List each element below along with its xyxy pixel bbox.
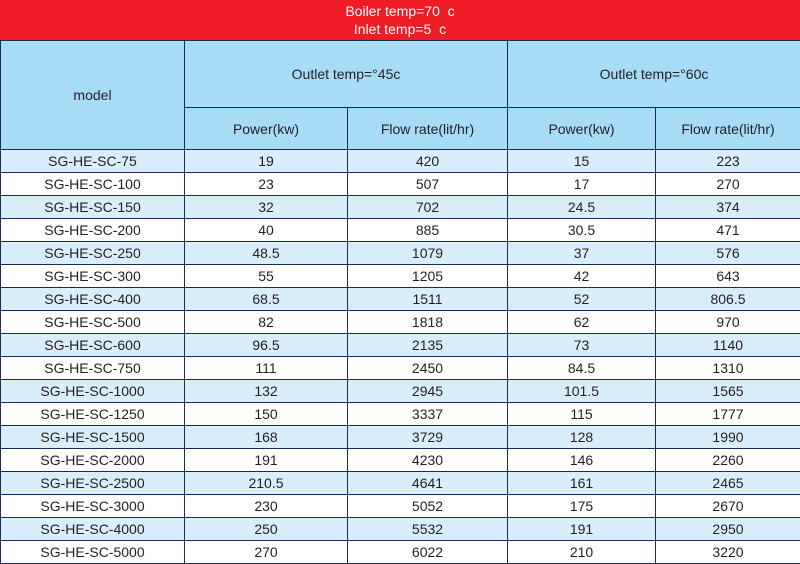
- cell-power-45: 96.5: [185, 334, 348, 357]
- table-row: [1, 242, 800, 265]
- cell-power-60: 161: [508, 472, 656, 495]
- cell-flow-60: 2950: [656, 518, 800, 541]
- table-row: [1, 196, 800, 219]
- cell-power-45: 48.5: [185, 242, 348, 265]
- cell-power-60: 115: [508, 403, 656, 426]
- cell-model: SG-HE-SC-600: [1, 334, 185, 357]
- cell-flow-45: 5052: [348, 495, 508, 518]
- cell-power-45: 32: [185, 196, 348, 219]
- cell-power-60: 84.5: [508, 357, 656, 380]
- table-row: [1, 265, 800, 288]
- cell-flow-45: 885: [348, 219, 508, 242]
- boiler-temp-label: Boiler temp=70 c: [0, 2, 800, 20]
- table-row: [1, 472, 800, 495]
- table-row: [1, 173, 800, 196]
- cell-flow-45: 4230: [348, 449, 508, 472]
- cell-flow-45: 1818: [348, 311, 508, 334]
- cell-power-45: 111: [185, 357, 348, 380]
- cell-power-45: 230: [185, 495, 348, 518]
- cell-model: SG-HE-SC-1500: [1, 426, 185, 449]
- cell-model: SG-HE-SC-2000: [1, 449, 185, 472]
- column-header-power-45: Power(kw): [185, 108, 348, 150]
- table-row: [1, 495, 800, 518]
- cell-power-60: 42: [508, 265, 656, 288]
- cell-power-45: 40: [185, 219, 348, 242]
- cell-flow-45: 3337: [348, 403, 508, 426]
- cell-power-60: 24.5: [508, 196, 656, 219]
- cell-flow-45: 1079: [348, 242, 508, 265]
- cell-power-60: 210: [508, 541, 656, 564]
- column-header-power-60: Power(kw): [508, 108, 656, 150]
- column-header-flow-45: Flow rate(lit/hr): [348, 108, 508, 150]
- cell-model: SG-HE-SC-400: [1, 288, 185, 311]
- cell-model: SG-HE-SC-75: [1, 150, 185, 173]
- table-row: [1, 449, 800, 472]
- cell-flow-45: 5532: [348, 518, 508, 541]
- cell-model: SG-HE-SC-4000: [1, 518, 185, 541]
- cell-flow-45: 2945: [348, 380, 508, 403]
- cell-power-60: 30.5: [508, 219, 656, 242]
- cell-flow-60: 1140: [656, 334, 800, 357]
- cell-power-45: 82: [185, 311, 348, 334]
- cell-flow-60: 374: [656, 196, 800, 219]
- conditions-banner: [0, 0, 800, 40]
- table-row: [1, 288, 800, 311]
- cell-power-60: 37: [508, 242, 656, 265]
- cell-flow-45: 4641: [348, 472, 508, 495]
- cell-model: SG-HE-SC-1250: [1, 403, 185, 426]
- cell-power-60: 128: [508, 426, 656, 449]
- cell-flow-60: 1777: [656, 403, 800, 426]
- cell-flow-60: 1310: [656, 357, 800, 380]
- cell-model: SG-HE-SC-150: [1, 196, 185, 219]
- table-row: [1, 426, 800, 449]
- cell-power-60: 101.5: [508, 380, 656, 403]
- cell-model: SG-HE-SC-100: [1, 173, 185, 196]
- cell-model: SG-HE-SC-300: [1, 265, 185, 288]
- cell-flow-60: 2260: [656, 449, 800, 472]
- table-header-row-groups: [1, 41, 800, 108]
- table-row: [1, 541, 800, 564]
- column-group-outlet-45: Outlet temp=°45c: [185, 41, 508, 108]
- cell-flow-45: 6022: [348, 541, 508, 564]
- cell-power-45: 250: [185, 518, 348, 541]
- cell-power-60: 52: [508, 288, 656, 311]
- cell-model: SG-HE-SC-5000: [1, 541, 185, 564]
- column-header-flow-60: Flow rate(lit/hr): [656, 108, 800, 150]
- table-row: [1, 219, 800, 242]
- cell-flow-60: 1565: [656, 380, 800, 403]
- table-row: [1, 311, 800, 334]
- cell-power-45: 191: [185, 449, 348, 472]
- cell-power-45: 150: [185, 403, 348, 426]
- cell-flow-45: 1205: [348, 265, 508, 288]
- cell-power-45: 270: [185, 541, 348, 564]
- cell-power-45: 23: [185, 173, 348, 196]
- table-row: [1, 357, 800, 380]
- cell-model: SG-HE-SC-2500: [1, 472, 185, 495]
- cell-model: SG-HE-SC-1000: [1, 380, 185, 403]
- cell-flow-45: 1511: [348, 288, 508, 311]
- performance-table: [0, 40, 800, 564]
- cell-flow-60: 806.5: [656, 288, 800, 311]
- cell-power-60: 175: [508, 495, 656, 518]
- cell-model: SG-HE-SC-200: [1, 219, 185, 242]
- cell-power-60: 17: [508, 173, 656, 196]
- table-row: [1, 380, 800, 403]
- cell-power-45: 55: [185, 265, 348, 288]
- cell-flow-45: 2450: [348, 357, 508, 380]
- cell-power-60: 191: [508, 518, 656, 541]
- cell-flow-60: 1990: [656, 426, 800, 449]
- table-row: [1, 403, 800, 426]
- cell-flow-45: 2135: [348, 334, 508, 357]
- cell-power-45: 132: [185, 380, 348, 403]
- cell-model: SG-HE-SC-3000: [1, 495, 185, 518]
- cell-power-45: 168: [185, 426, 348, 449]
- cell-flow-60: 3220: [656, 541, 800, 564]
- cell-model: SG-HE-SC-500: [1, 311, 185, 334]
- cell-flow-45: 3729: [348, 426, 508, 449]
- cell-flow-60: 643: [656, 265, 800, 288]
- cell-flow-45: 507: [348, 173, 508, 196]
- cell-flow-60: 2670: [656, 495, 800, 518]
- cell-power-45: 68.5: [185, 288, 348, 311]
- cell-flow-60: 970: [656, 311, 800, 334]
- cell-flow-60: 223: [656, 150, 800, 173]
- table-row: [1, 518, 800, 541]
- cell-flow-60: 576: [656, 242, 800, 265]
- cell-power-60: 73: [508, 334, 656, 357]
- cell-power-60: 146: [508, 449, 656, 472]
- cell-flow-60: 471: [656, 219, 800, 242]
- cell-power-45: 210.5: [185, 472, 348, 495]
- cell-model: SG-HE-SC-250: [1, 242, 185, 265]
- cell-model: SG-HE-SC-750: [1, 357, 185, 380]
- cell-power-45: 19: [185, 150, 348, 173]
- cell-flow-60: 270: [656, 173, 800, 196]
- cell-flow-45: 702: [348, 196, 508, 219]
- table-body: [1, 150, 800, 564]
- column-header-model: model: [1, 41, 185, 150]
- cell-flow-60: 2465: [656, 472, 800, 495]
- cell-power-60: 15: [508, 150, 656, 173]
- table-row: [1, 150, 800, 173]
- cell-flow-45: 420: [348, 150, 508, 173]
- inlet-temp-label: Inlet temp=5 c: [0, 20, 800, 38]
- cell-power-60: 62: [508, 311, 656, 334]
- column-group-outlet-60: Outlet temp=°60c: [508, 41, 800, 108]
- table-row: [1, 334, 800, 357]
